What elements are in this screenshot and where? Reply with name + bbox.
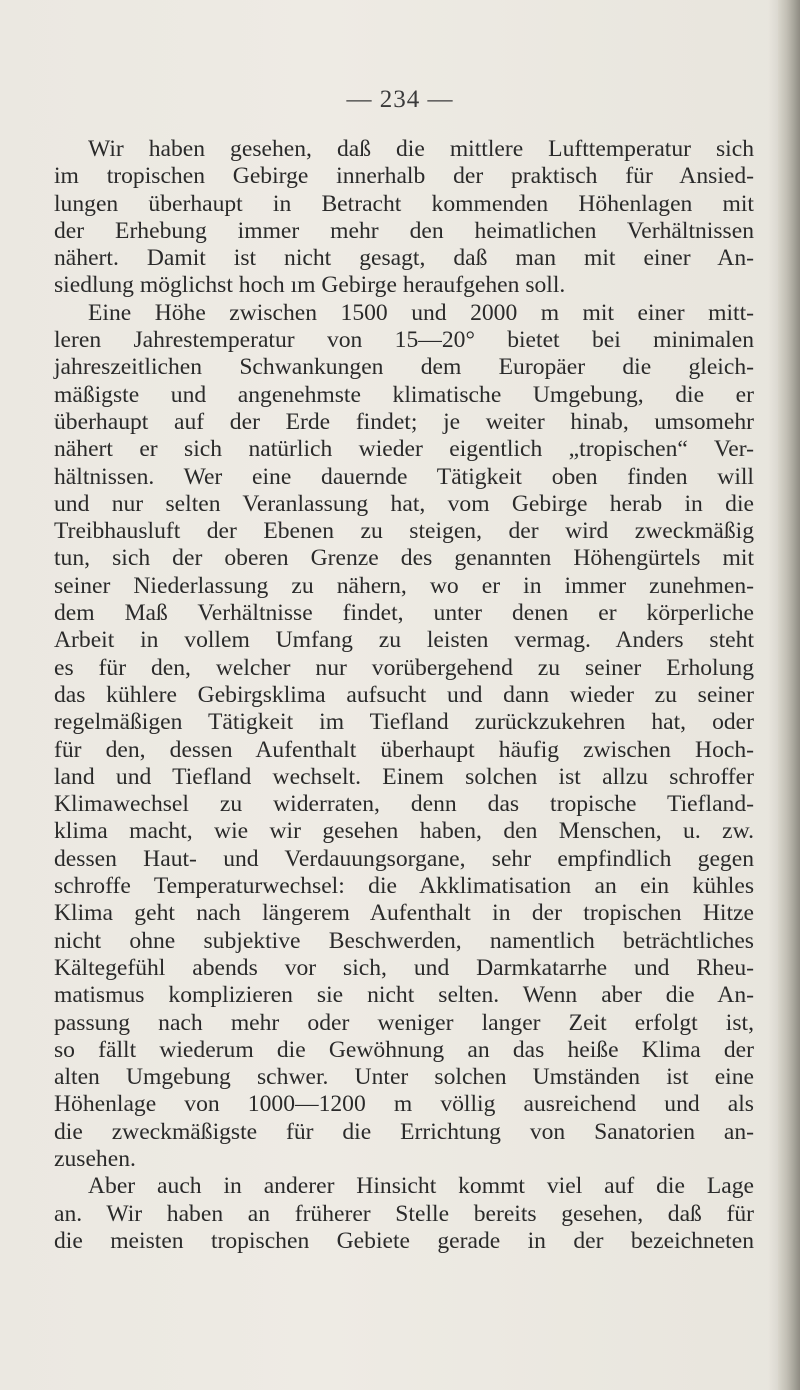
text-line: nicht ohne subjektive Beschwerden, namentlich beträchtliches: [54, 927, 754, 954]
text-line: für den, dessen Aufenthalt überhaupt häufig zwischen Hoch-: [54, 736, 754, 763]
text-line: Höhenlage von 1000—1200 m völlig ausreichend und als: [54, 1091, 754, 1118]
text-line: dessen Haut- und Verdauungsorgane, sehr empfindlich gegen: [54, 845, 754, 872]
text-line: Aber auch in anderer Hinsicht kommt viel auf die Lage: [88, 1173, 754, 1200]
text-line: die zweckmäßigste für die Errichtung von Sanatorien an-: [54, 1118, 754, 1145]
body-text: [54, 136, 754, 1255]
text-line: an. Wir haben an früherer Stelle bereits gesehen, daß für: [54, 1200, 754, 1227]
page-number: — 234 —: [346, 86, 454, 113]
text-line: Kältegefühl abends vor sich, und Darmkatarrhe und Rheu-: [54, 954, 754, 981]
text-line: und nur selten Veranlassung hat, vom Gebirge herab in die: [54, 490, 754, 517]
text-line: dem Maß Verhältnisse findet, unter denen er körperliche: [54, 600, 754, 627]
text-line: zusehen.: [54, 1145, 136, 1172]
text-line: Eine Höhe zwischen 1500 und 2000 m mit einer mitt-: [88, 299, 754, 326]
page-edge: [778, 0, 800, 1390]
text-line: Klimawechsel zu widerraten, denn das tropische Tiefland-: [54, 791, 754, 818]
text-line: matismus komplizieren sie nicht selten. Wenn aber die An-: [54, 982, 754, 1009]
text-line: nähert. Damit ist nicht gesagt, daß man mit einer An-: [54, 245, 754, 272]
text-line: hältnissen. Wer eine dauernde Tätigkeit oben finden will: [54, 463, 754, 490]
text-line: überhaupt auf der Erde findet; je weiter hinab, umsomehr: [54, 408, 754, 435]
page-edge-shadow: [768, 0, 778, 1390]
text-line: Treibhausluft der Ebenen zu steigen, der wird zweckmäßig: [54, 518, 754, 545]
text-line: mäßigste und angenehmste klimatische Umgebung, die er: [54, 381, 754, 408]
text-line: schroffe Temperaturwechsel: die Akklimatisation an ein kühles: [54, 873, 754, 900]
text-line: Klima geht nach längerem Aufenthalt in der tropischen Hitze: [54, 900, 754, 927]
text-line: tun, sich der oberen Grenze des genannten Höhengürtels mit: [54, 545, 754, 572]
text-line: siedlung möglichst hoch ım Gebirge heraufgehen soll.: [54, 272, 566, 299]
text-line: so fällt wiederum die Gewöhnung an das heiße Klima der: [54, 1036, 754, 1063]
text-line: es für den, welcher nur vorübergehend zu seiner Erholung: [54, 654, 754, 681]
text-line: lungen überhaupt in Betracht kommenden Höhenlagen mit: [54, 190, 754, 217]
text-line: die meisten tropischen Gebiete gerade in der bezeichneten: [54, 1227, 754, 1254]
text-line: regelmäßigen Tätigkeit im Tiefland zurückzukehren hat, oder: [54, 709, 754, 736]
text-line: passung nach mehr oder weniger langer Zeit erfolgt ist,: [54, 1009, 754, 1036]
text-line: das kühlere Gebirgsklima aufsucht und dann wieder zu seiner: [54, 681, 754, 708]
text-line: klima macht, wie wir gesehen haben, den Menschen, u. zw.: [54, 818, 754, 845]
text-line: Arbeit in vollem Umfang zu leisten vermag. Anders steht: [54, 627, 754, 654]
text-line: jahreszeitlichen Schwankungen dem Europäer die gleich-: [54, 354, 754, 381]
text-line: alten Umgebung schwer. Unter solchen Umständen ist eine: [54, 1064, 754, 1091]
text-line: Wir haben gesehen, daß die mittlere Lufttemperatur sich: [88, 136, 754, 162]
text-line: land und Tiefland wechselt. Einem solchen ist allzu schroffer: [54, 763, 754, 790]
text-line: der Erhebung immer mehr den heimatlichen Verhältnissen: [54, 217, 754, 244]
text-line: leren Jahrestemperatur von 15—20° bietet bei minimalen: [54, 327, 754, 354]
text-line: im tropischen Gebirge innerhalb der praktisch für Ansied-: [54, 163, 754, 190]
text-line: seiner Niederlassung zu nähern, wo er in immer zunehmen-: [54, 572, 754, 599]
text-line: nähert er sich natürlich wieder eigentlich „tropischen“ Ver-: [54, 436, 754, 463]
